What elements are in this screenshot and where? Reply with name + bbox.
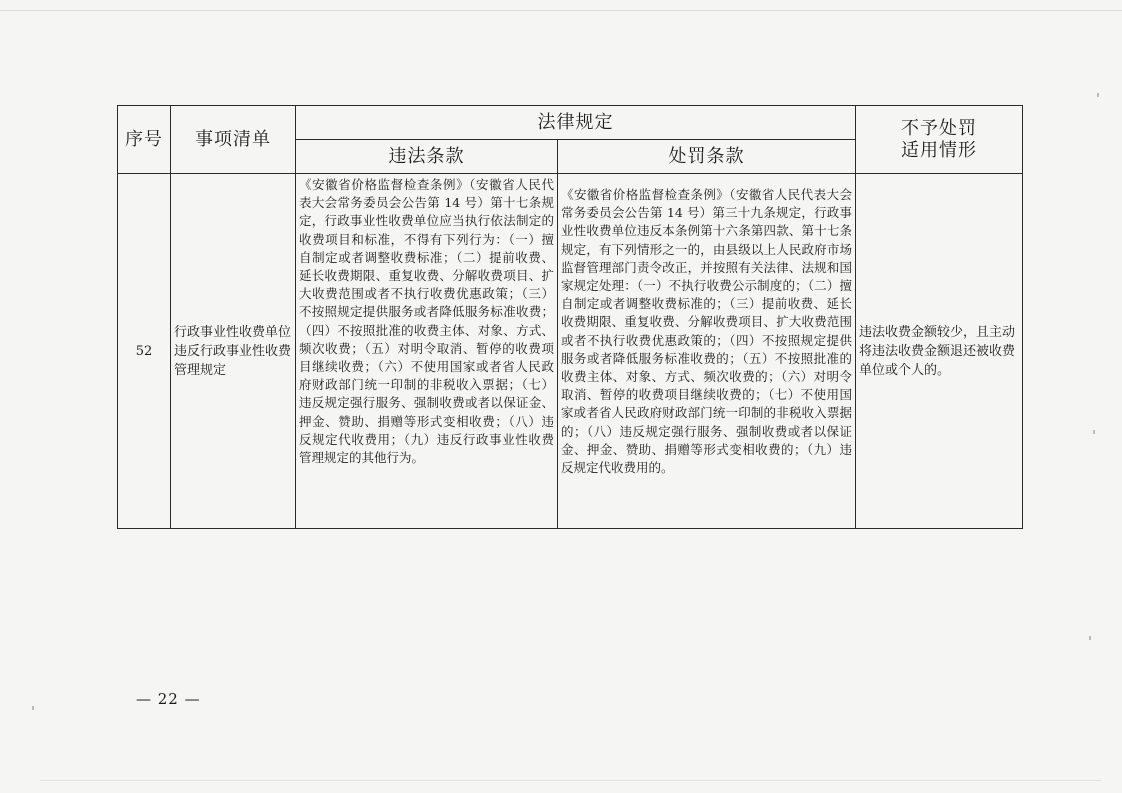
row-seq: 52 (118, 174, 171, 529)
scan-top-edge (0, 10, 1122, 11)
header-no-penalty (856, 106, 1023, 174)
header-violation-clause: 违法条款 (296, 140, 558, 174)
row-violation-clause: 《安徽省价格监督检查条例》（安徽省人民代表大会常务委员会公告第 14 号）第十七条规定，行政事业性收费单位应当执行依法制定的收费项目和标准，不得有下列行为：（一）擅自制定或者调整收费标准；（二）提前收费、延长收费期限、重复收费、分解收费项目、扩大收费范围或者不执行收费优惠政策；（三）不按照规定提供服务或者降低服务标准收费；（四）不按照批准的收费主体、对象、方式、频次收费；（五）对明令取消、暂停的收费项目继续收费；（六）不使用国家或者省人民政府财政部门统一印制的非税收入票据；（七）违反规定强行服务、强制收费或者以保证金、押金、赞助、捐赠等形式变相收费；（八）违反规定代收费用；（九）违反行政事业性收费管理规定的其他行为。 (296, 174, 558, 529)
scan-bottom-edge (40, 780, 1102, 781)
header-seq: 序号 (118, 106, 171, 174)
scan-speck (1089, 636, 1091, 640)
header-penalty-clause: 处罚条款 (558, 140, 856, 174)
header-legal-provisions: 法律规定 (296, 106, 856, 140)
scan-speck (1093, 430, 1095, 434)
row-penalty-clause: 《安徽省价格监督检查条例》（安徽省人民代表大会常务委员会公告第 14 号）第三十九条规定，行政事业性收费单位违反本条例第十六条第四款、第十七条规定，有下列情形之一的，由县级以上人民政府市场监督管理部门责令改正，并按照有关法律、法规和国家规定处理：（一）不执行收费公示制度的；（二）擅自制定或者调整收费标准的；（三）提前收费、延长收费期限、重复收费、分解收费项目、扩大收费范围或者不执行收费优惠政策的；（四）不按照规定提供服务或者降低服务标准收费的；（五）不按照批准的收费主体、对象、方式、频次收费的；（六）对明令取消、暂停的收费项目继续收费的；（七）不使用国家或者省人民政府财政部门统一印制的非税收入票据的；（八）违反规定强行服务、强制收费或者以保证金、押金、赞助、捐赠等形式变相收费的；（九）违反规定代收费用的。 (558, 174, 856, 529)
header-no-penalty-line1: 不予处罚 (901, 117, 977, 139)
header-item-list: 事项清单 (171, 106, 296, 174)
header-row-1 (118, 106, 1023, 140)
scan-speck (1097, 93, 1099, 97)
regulation-table (117, 105, 1023, 529)
table-row (118, 174, 1023, 529)
scan-speck (32, 706, 34, 710)
row-exemption: 违法收费金额较少，且主动将违法收费金额退还被收费单位或个人的。 (856, 174, 1023, 529)
page-number: — 22 — (136, 690, 201, 708)
header-no-penalty-line2: 适用情形 (901, 139, 977, 161)
row-item: 行政事业性收费单位违反行政事业性收费管理规定 (171, 174, 296, 529)
